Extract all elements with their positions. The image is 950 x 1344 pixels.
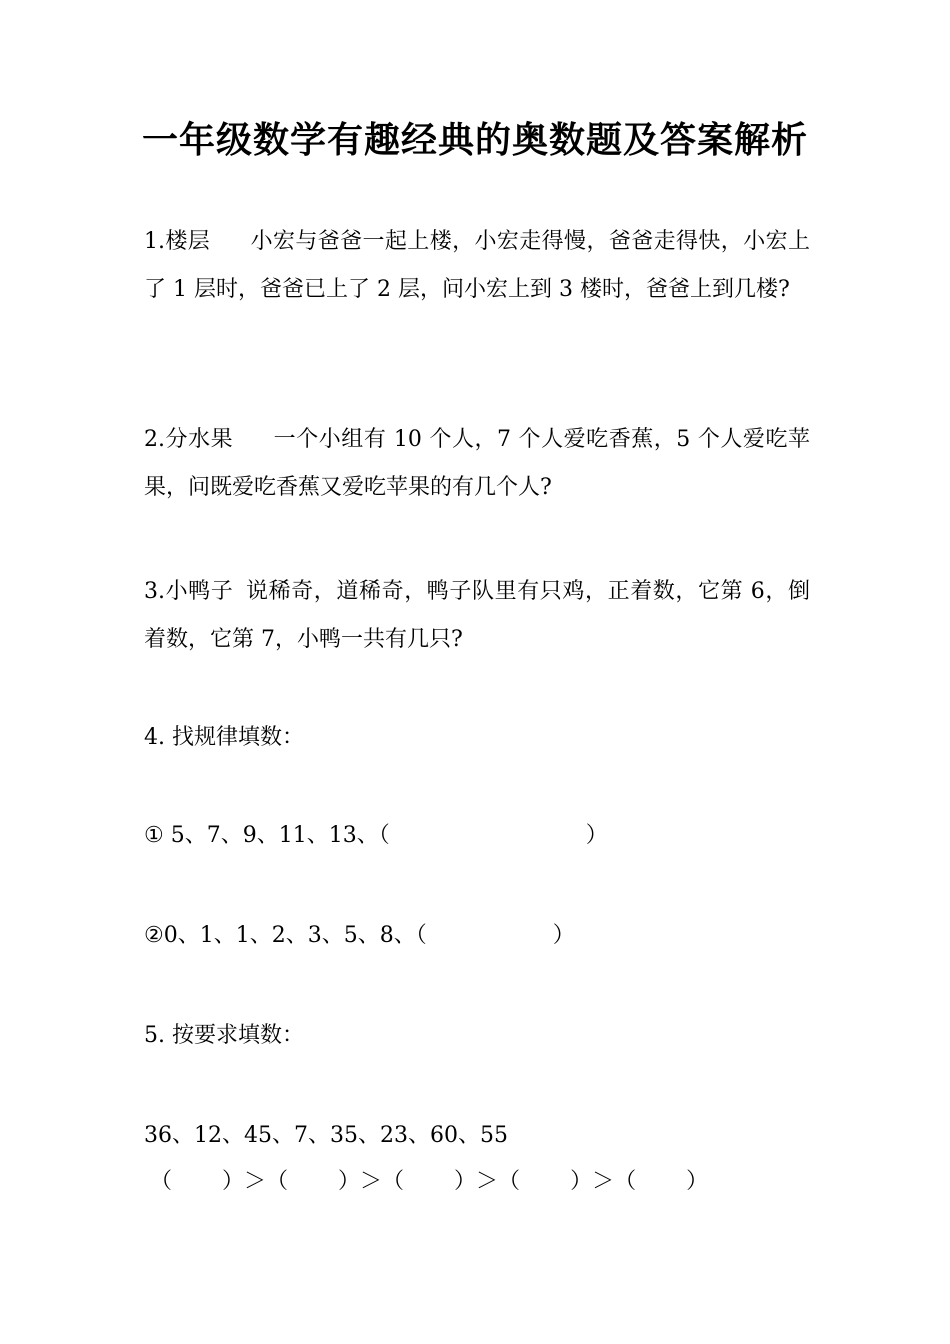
question-5-heading: 5. 按要求填数： xyxy=(144,1023,304,1048)
sequence-2-close: ） xyxy=(552,923,575,948)
question-3-text: 说稀奇，道稀奇，鸭子队里有只鸡，正着数，它第 6，倒着数，它第 7，小鸭一共有几只? xyxy=(144,579,810,652)
sequence-1-text: ① 5、7、9、11、13、（ xyxy=(144,823,390,848)
question-2 xyxy=(144,416,810,512)
page-title: 一年级数学有趣经典的奥数题及答案解析 xyxy=(141,119,808,161)
order-paren-5: ） xyxy=(686,1169,709,1194)
sequence-1-close: ） xyxy=(585,823,608,848)
order-paren-2: ）＞（ xyxy=(338,1169,405,1194)
question-4-sequence-2 xyxy=(144,916,575,956)
question-4-heading: 4. 找规律填数： xyxy=(144,725,304,750)
order-paren-3: ）＞（ xyxy=(454,1169,521,1194)
question-3 xyxy=(144,568,810,664)
order-paren-1: ）＞（ xyxy=(222,1169,289,1194)
question-1-label: 1.楼层 xyxy=(144,229,211,254)
question-1-text: 小宏与爸爸一起上楼，小宏走得慢，爸爸走得快，小宏上了 1 层时，爸爸已上了 2 层，问小宏上到 3 楼时，爸爸上到几楼? xyxy=(144,229,810,302)
question-3-label: 3.小鸭子 xyxy=(144,579,234,604)
question-5-numbers: 36、12、45、7、35、23、60、55 xyxy=(144,1123,508,1148)
question-2-label: 2.分水果 xyxy=(144,427,234,452)
question-4-sequence-1 xyxy=(144,816,608,856)
order-paren-0: （ xyxy=(150,1169,173,1194)
order-paren-4: ）＞（ xyxy=(570,1169,637,1194)
question-1 xyxy=(144,218,810,314)
sequence-2-text: ②0、1、1、2、3、5、8、（ xyxy=(144,923,427,948)
question-5-order-row xyxy=(150,1162,810,1202)
question-2-text: 一个小组有 10 个人，7 个人爱吃香蕉，5 个人爱吃苹果，问既爱吃香蕉又爱吃苹果的有几个人? xyxy=(144,427,810,500)
